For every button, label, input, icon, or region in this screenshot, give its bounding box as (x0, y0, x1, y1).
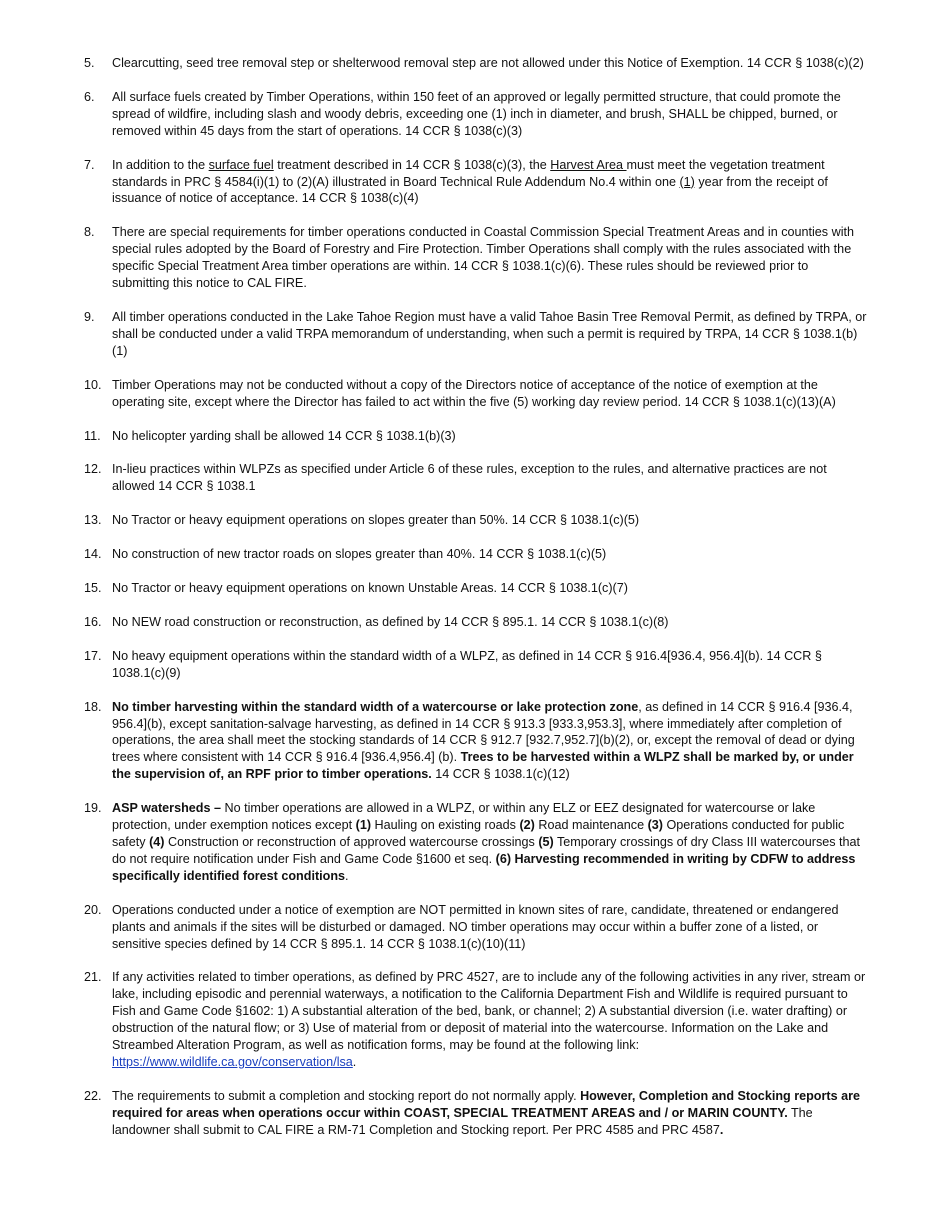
item-text (112, 158, 828, 206)
item-number: 13. (84, 513, 102, 528)
item-text (112, 310, 866, 358)
list-item (84, 969, 868, 1070)
item-number: 9. (84, 309, 95, 324)
item-number: 12. (84, 462, 102, 477)
list-item (84, 580, 868, 597)
item-text (112, 378, 836, 409)
text-segment: The requirements to submit a completion and stocking report do not normally apply. (112, 1088, 581, 1103)
item-number: 16. (84, 614, 102, 629)
bold-text: (1) (355, 818, 372, 833)
list-item (84, 648, 868, 682)
item-number: 21. (84, 970, 102, 985)
item-text (112, 547, 606, 561)
item-text (112, 513, 639, 527)
underlined-text: surface fuel (208, 157, 274, 172)
text-segment: The landowner shall submit to CAL FIRE a RM-71 Completion and Stocking report. Per PRC 4585 and PRC 4587 (112, 1105, 813, 1137)
bold-text: ASP watersheds – (112, 801, 221, 816)
item-number: 10. (84, 377, 102, 392)
text-segment: All surface fuels created by Timber Operations, within 150 feet of an approved or legally permitted structure, that could promote the spread of wildfire, including slash and woody debris, exceeding one (1) inch in diameter, and brush, SHALL be chipped, burned, or removed within 45 days from the start of operations. 14 CCR § 1038(c)(3) (112, 89, 841, 138)
text-segment: Operations conducted for public safety (112, 818, 845, 849)
list-item (84, 546, 868, 563)
item-number: 15. (84, 581, 102, 596)
item-number: 7. (84, 157, 95, 172)
item-text (112, 90, 841, 138)
item-text (112, 903, 838, 951)
item-text (112, 700, 855, 782)
text-segment: All timber operations conducted in the Lake Tahoe Region must have a valid Tahoe Basin Tree Removal Permit, as defined by TRPA, or shall be conducted under a valid TRPA memorandum of understanding, when such a permit is required by TRPA, 14 CCR § 1038.1(b)(1) (112, 309, 867, 358)
list-item (84, 309, 868, 360)
item-text (112, 970, 865, 1069)
text-segment: In-lieu practices within WLPZs as specified under Article 6 of these rules, exception to the rules, and alternative practices are not allowed 14 CCR § 1038.1 (112, 462, 827, 494)
text-segment: Hauling on existing roads (371, 818, 520, 833)
list-item (84, 55, 868, 72)
item-text (112, 462, 827, 493)
text-segment: Timber Operations may not be conducted without a copy of the Directors notice of acceptance of the notice of exemption at the operating site, except where the Director has failed to act within the five (5) working day review period. 14 CCR § 1038.1(c)(13)(A) (112, 377, 836, 409)
item-number: 18. (84, 699, 102, 714)
item-number: 6. (84, 89, 95, 104)
text-segment: No Tractor or heavy equipment operations on known Unstable Areas. 14 CCR § 1038.1(c)(7) (112, 581, 628, 596)
item-number: 22. (84, 1088, 102, 1103)
bold-text: (4) (149, 835, 165, 849)
item-text (112, 649, 822, 680)
list-item (84, 157, 868, 208)
list-item (84, 800, 868, 885)
list-item (84, 699, 868, 784)
list-item (84, 902, 868, 953)
text-segment: There are special requirements for timber operations conducted in Coastal Commission Special Treatment Areas and in counties with special rules adopted by the Board of Forestry and Fire Protection. Timber Operations shall comply with the rules associated with the specific Special Treatment Area timber operations are within. 14 CCR § 1038.1(c)(6). These rules should be reviewed prior to submitting this notice to CAL FIRE. (112, 225, 854, 291)
requirements-list (84, 55, 868, 1156)
item-number: 14. (84, 547, 102, 562)
list-item (84, 614, 868, 631)
list-item (84, 512, 868, 529)
list-item (84, 224, 868, 292)
text-segment: Operations conducted under a notice of exemption are NOT permitted in known sites of rare, candidate, threatened or endangered plants and animals if the sites will be disturbed or damaged. NO timber operations may occur within a buffer zone of a listed, or sensitive species defined by 14 CCR § 895.1. 14 CCR § 1038.1(c)(10)(11) (112, 902, 839, 951)
underlined-text: (1) (679, 174, 695, 189)
text-segment: Construction or reconstruction of approved watercourse crossings (164, 835, 539, 849)
item-text (112, 225, 854, 290)
text-segment: No construction of new tractor roads on slopes greater than 40%. 14 CCR § 1038.1(c)(5) (112, 547, 607, 562)
text-segment: 14 CCR § 1038.1(c)(12) (431, 767, 570, 782)
bold-text: . (719, 1122, 724, 1137)
text-segment: year from the receipt of issuance of notice of acceptance. 14 CCR § 1038(c)(4) (112, 174, 828, 206)
item-number: 17. (84, 648, 102, 663)
text-segment: If any activities related to timber operations, as defined by PRC 4527, are to include any of the following activities in any river, stream or lake, including episodic and perennial waterways, a notification to the California Department Fish and Wildlife is required pursuant to Fish and Game Code §1602: 1) A substantial alteration of the bed, bank, or channel; 2) A substantial diversion (i.e. water drafting) or obstruction of the natural flow; or 3) Use of material from or deposit of material into the watercourse. Information on the Lake and Streambed Alteration Program, as well as notification forms, may be found at the following link: (112, 970, 866, 1053)
item-number: 20. (84, 902, 102, 917)
text-segment: No timber operations are allowed in a WLPZ, or within any ELZ or EEZ designated for watercourse or lake protection, under exemption notices except (112, 801, 816, 833)
item-text (112, 429, 456, 443)
item-text (112, 615, 669, 629)
text-segment: Road maintenance (534, 818, 648, 833)
bold-text: (6) Harvesting recommended in writing by CDFW to address specifically identified forest conditions (112, 851, 856, 883)
text-segment: No NEW road construction or reconstruction, as defined by 14 CCR § 895.1. 14 CCR § 1038.1(c)(8) (112, 614, 669, 629)
text-segment: In addition to the (112, 157, 209, 172)
bold-text: (3) (647, 818, 663, 833)
text-segment: treatment described in 14 CCR § 1038(c)(3), the (273, 157, 551, 172)
item-text (112, 801, 860, 883)
lsa-link[interactable]: https://www.wildlife.ca.gov/conservation/lsa (112, 1054, 353, 1069)
list-item (84, 377, 868, 411)
text-segment: No Tractor or heavy equipment operations on slopes greater than 50%. 14 CCR § 1038.1(c)(5) (112, 513, 640, 528)
item-text (112, 1089, 860, 1137)
text-segment: . (352, 1054, 357, 1069)
text-segment: . (345, 868, 349, 883)
bold-text: (2) (519, 818, 535, 833)
text-segment: No heavy equipment operations within the standard width of a WLPZ, as defined in 14 CCR § 916.4[936.4, 956.4](b). 14 CCR § 1038.1(c)(9) (112, 648, 822, 680)
list-item (84, 428, 868, 445)
text-segment: No helicopter yarding shall be allowed 14 CCR § 1038.1(b)(3) (112, 428, 456, 443)
item-number: 11. (84, 428, 101, 443)
bold-text: Trees to be harvested within a WLPZ shall be marked by, or under the supervision of, an RPF prior to timber operations. (112, 750, 854, 782)
list-item (84, 1088, 868, 1139)
list-item (84, 461, 868, 495)
item-text (112, 56, 864, 70)
item-number: 5. (84, 56, 95, 70)
text-segment: Temporary crossings of dry Class III watercourses that do not require notification under Fish and Game Code §1600 et seq. (112, 835, 861, 866)
item-text (112, 581, 628, 595)
bold-text: (5) (538, 835, 554, 849)
bold-text: However, Completion and Stocking reports are required for areas when operations occur within COAST, SPECIAL TREATMENT AREAS and / or MARIN COUNTY. (112, 1088, 860, 1120)
item-number: 8. (84, 225, 95, 240)
bold-text: No timber harvesting within the standard width of a watercourse or lake protection zone (112, 699, 639, 714)
text-segment: must meet the vegetation treatment standards in PRC § 4584(i)(1) to (2)(A) illustrated in Board Technical Rule Addendum No.4 within one (112, 157, 825, 189)
underlined-text: Harvest Area (550, 157, 627, 172)
text-segment: , as defined in 14 CCR § 916.4 [936.4, 956.4](b), except sanitation-salvage harvesting, as defined in 14 CCR § 913.3 [933.3,953.3], where immediately after completion of operations, the area shall meet the stocking standards of 14 CCR § 912.7 [932.7,952.7](b)(2), or, except the removal of dead or dying trees where consistent with 14 CCR § 916.4 [936.4,956.4] (b). (112, 699, 855, 765)
list-item (84, 89, 868, 140)
text-segment: Clearcutting, seed tree removal step or shelterwood removal step are not allowed under this Notice of Exemption. 14 CCR § 1038(c)(2) (112, 56, 864, 70)
item-number: 19. (84, 801, 102, 816)
